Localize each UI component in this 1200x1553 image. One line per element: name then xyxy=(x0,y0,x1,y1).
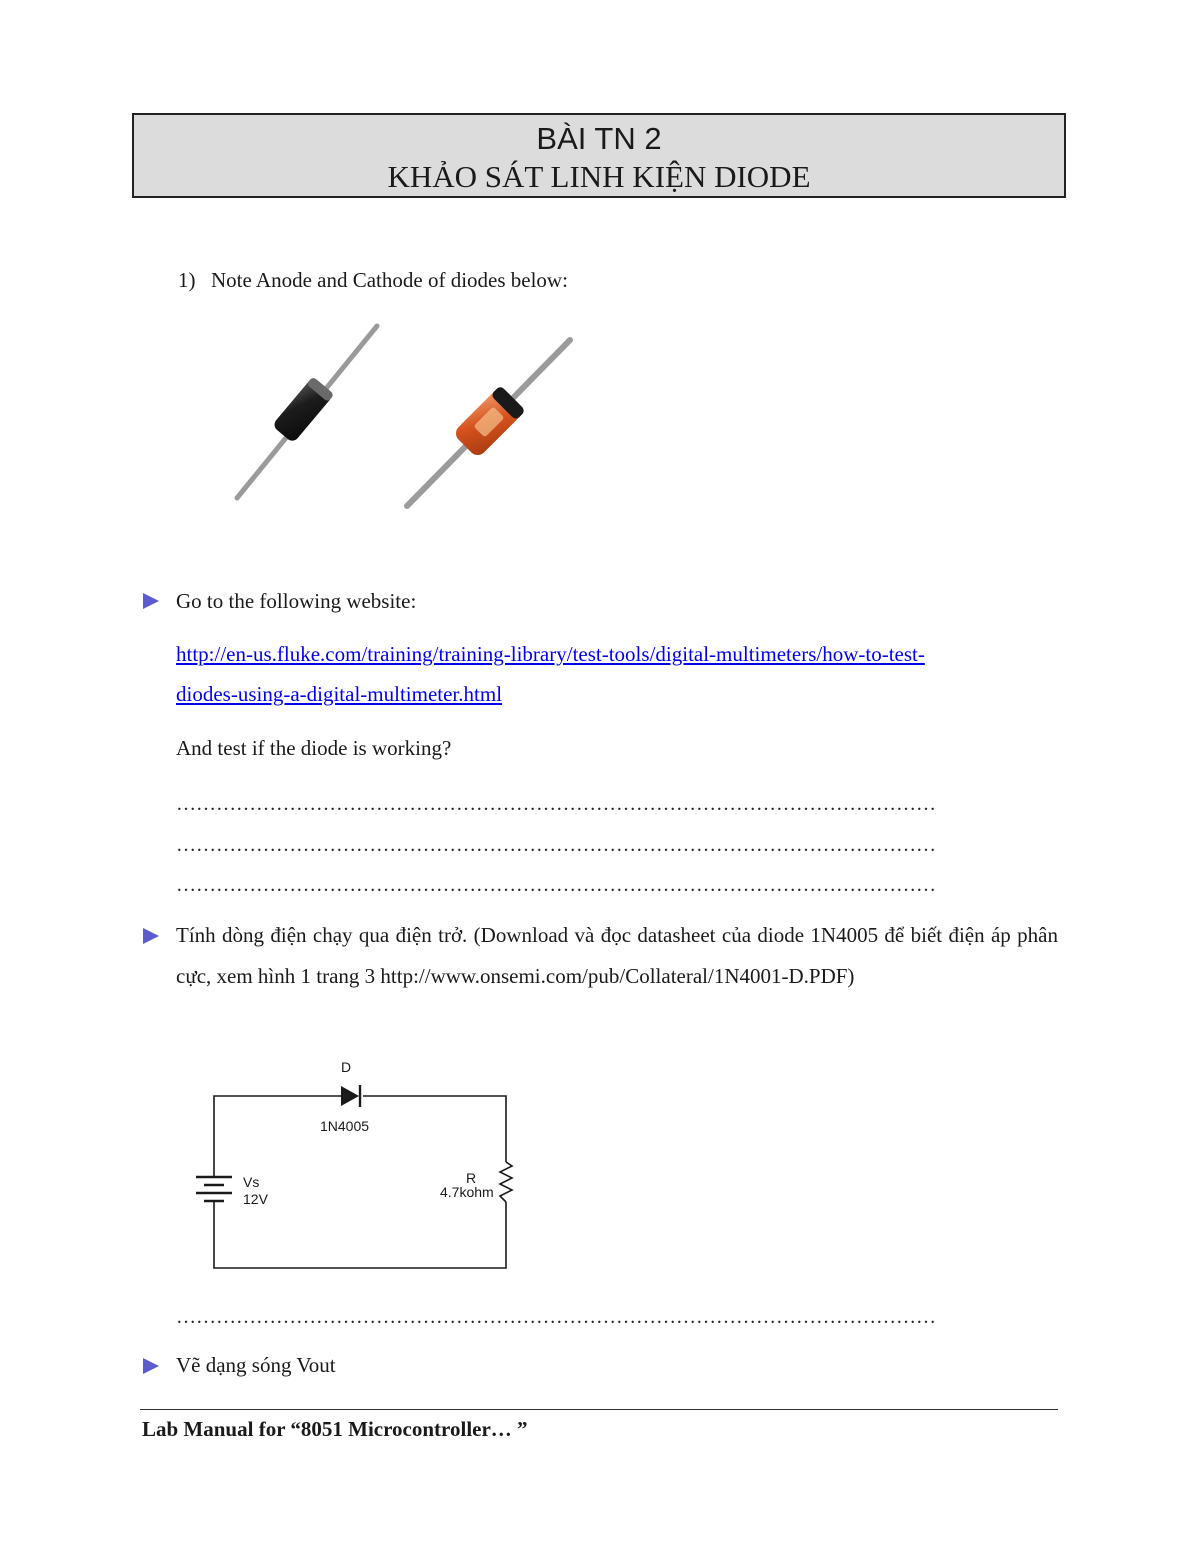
bullet-1-text: Go to the following website: xyxy=(176,589,417,613)
source-value: 12V xyxy=(243,1191,268,1207)
bullet-arrow-icon xyxy=(143,593,159,609)
footer-divider xyxy=(140,1409,1058,1410)
title-box xyxy=(132,113,1066,198)
black-diode-image xyxy=(237,326,377,498)
bullet-2-text: Tính dòng điện chạy qua điện trở. (Download và đọc datasheet của diode 1N4005 để biết điện áp phân cực, xem hình 1 trang 3 http://www.onsemi.com/pub/Collateral/1N4001-D.PDF) xyxy=(176,923,1058,988)
title-line-1: BÀI TN 2 xyxy=(536,121,662,156)
fluke-link-line-2[interactable]: diodes-using-a-digital-multimeter.html xyxy=(176,682,503,706)
fluke-link-line-1[interactable]: http://en-us.fluke.com/training/training-library/test-tools/digital-multimeters/how-to-test- xyxy=(176,642,925,666)
source-label: Vs xyxy=(243,1174,260,1190)
bullet-arrow-icon xyxy=(143,1358,159,1374)
title-line-2: KHẢO SÁT LINH KIỆN DIODE xyxy=(387,159,811,194)
resistor-value: 4.7kohm xyxy=(440,1184,494,1200)
section-text: Note Anode and Cathode of diodes below: xyxy=(211,268,568,292)
diode-part-number: 1N4005 xyxy=(320,1118,370,1134)
diode-symbol-icon xyxy=(341,1086,359,1106)
circuit-diagram xyxy=(176,1052,536,1282)
section-number: 1) xyxy=(178,268,196,292)
answer-line: …………………………………………………………………………………………………… xyxy=(176,1306,936,1328)
bullet-arrow-icon xyxy=(143,928,159,944)
diode-photos xyxy=(225,318,585,513)
test-question: And test if the diode is working? xyxy=(176,736,452,760)
answer-line: …………………………………………………………………………………………………… xyxy=(176,834,936,856)
bullet-3-text: Vẽ dạng sóng Vout xyxy=(176,1353,336,1377)
footer-text: Lab Manual for “8051 Microcontroller… ” xyxy=(142,1417,528,1441)
resistor-label: R xyxy=(466,1170,477,1186)
glass-diode-image xyxy=(407,340,570,506)
answer-line: …………………………………………………………………………………………………… xyxy=(176,874,936,896)
diode-label: D xyxy=(341,1059,352,1075)
answer-line: …………………………………………………………………………………………………… xyxy=(176,793,936,815)
